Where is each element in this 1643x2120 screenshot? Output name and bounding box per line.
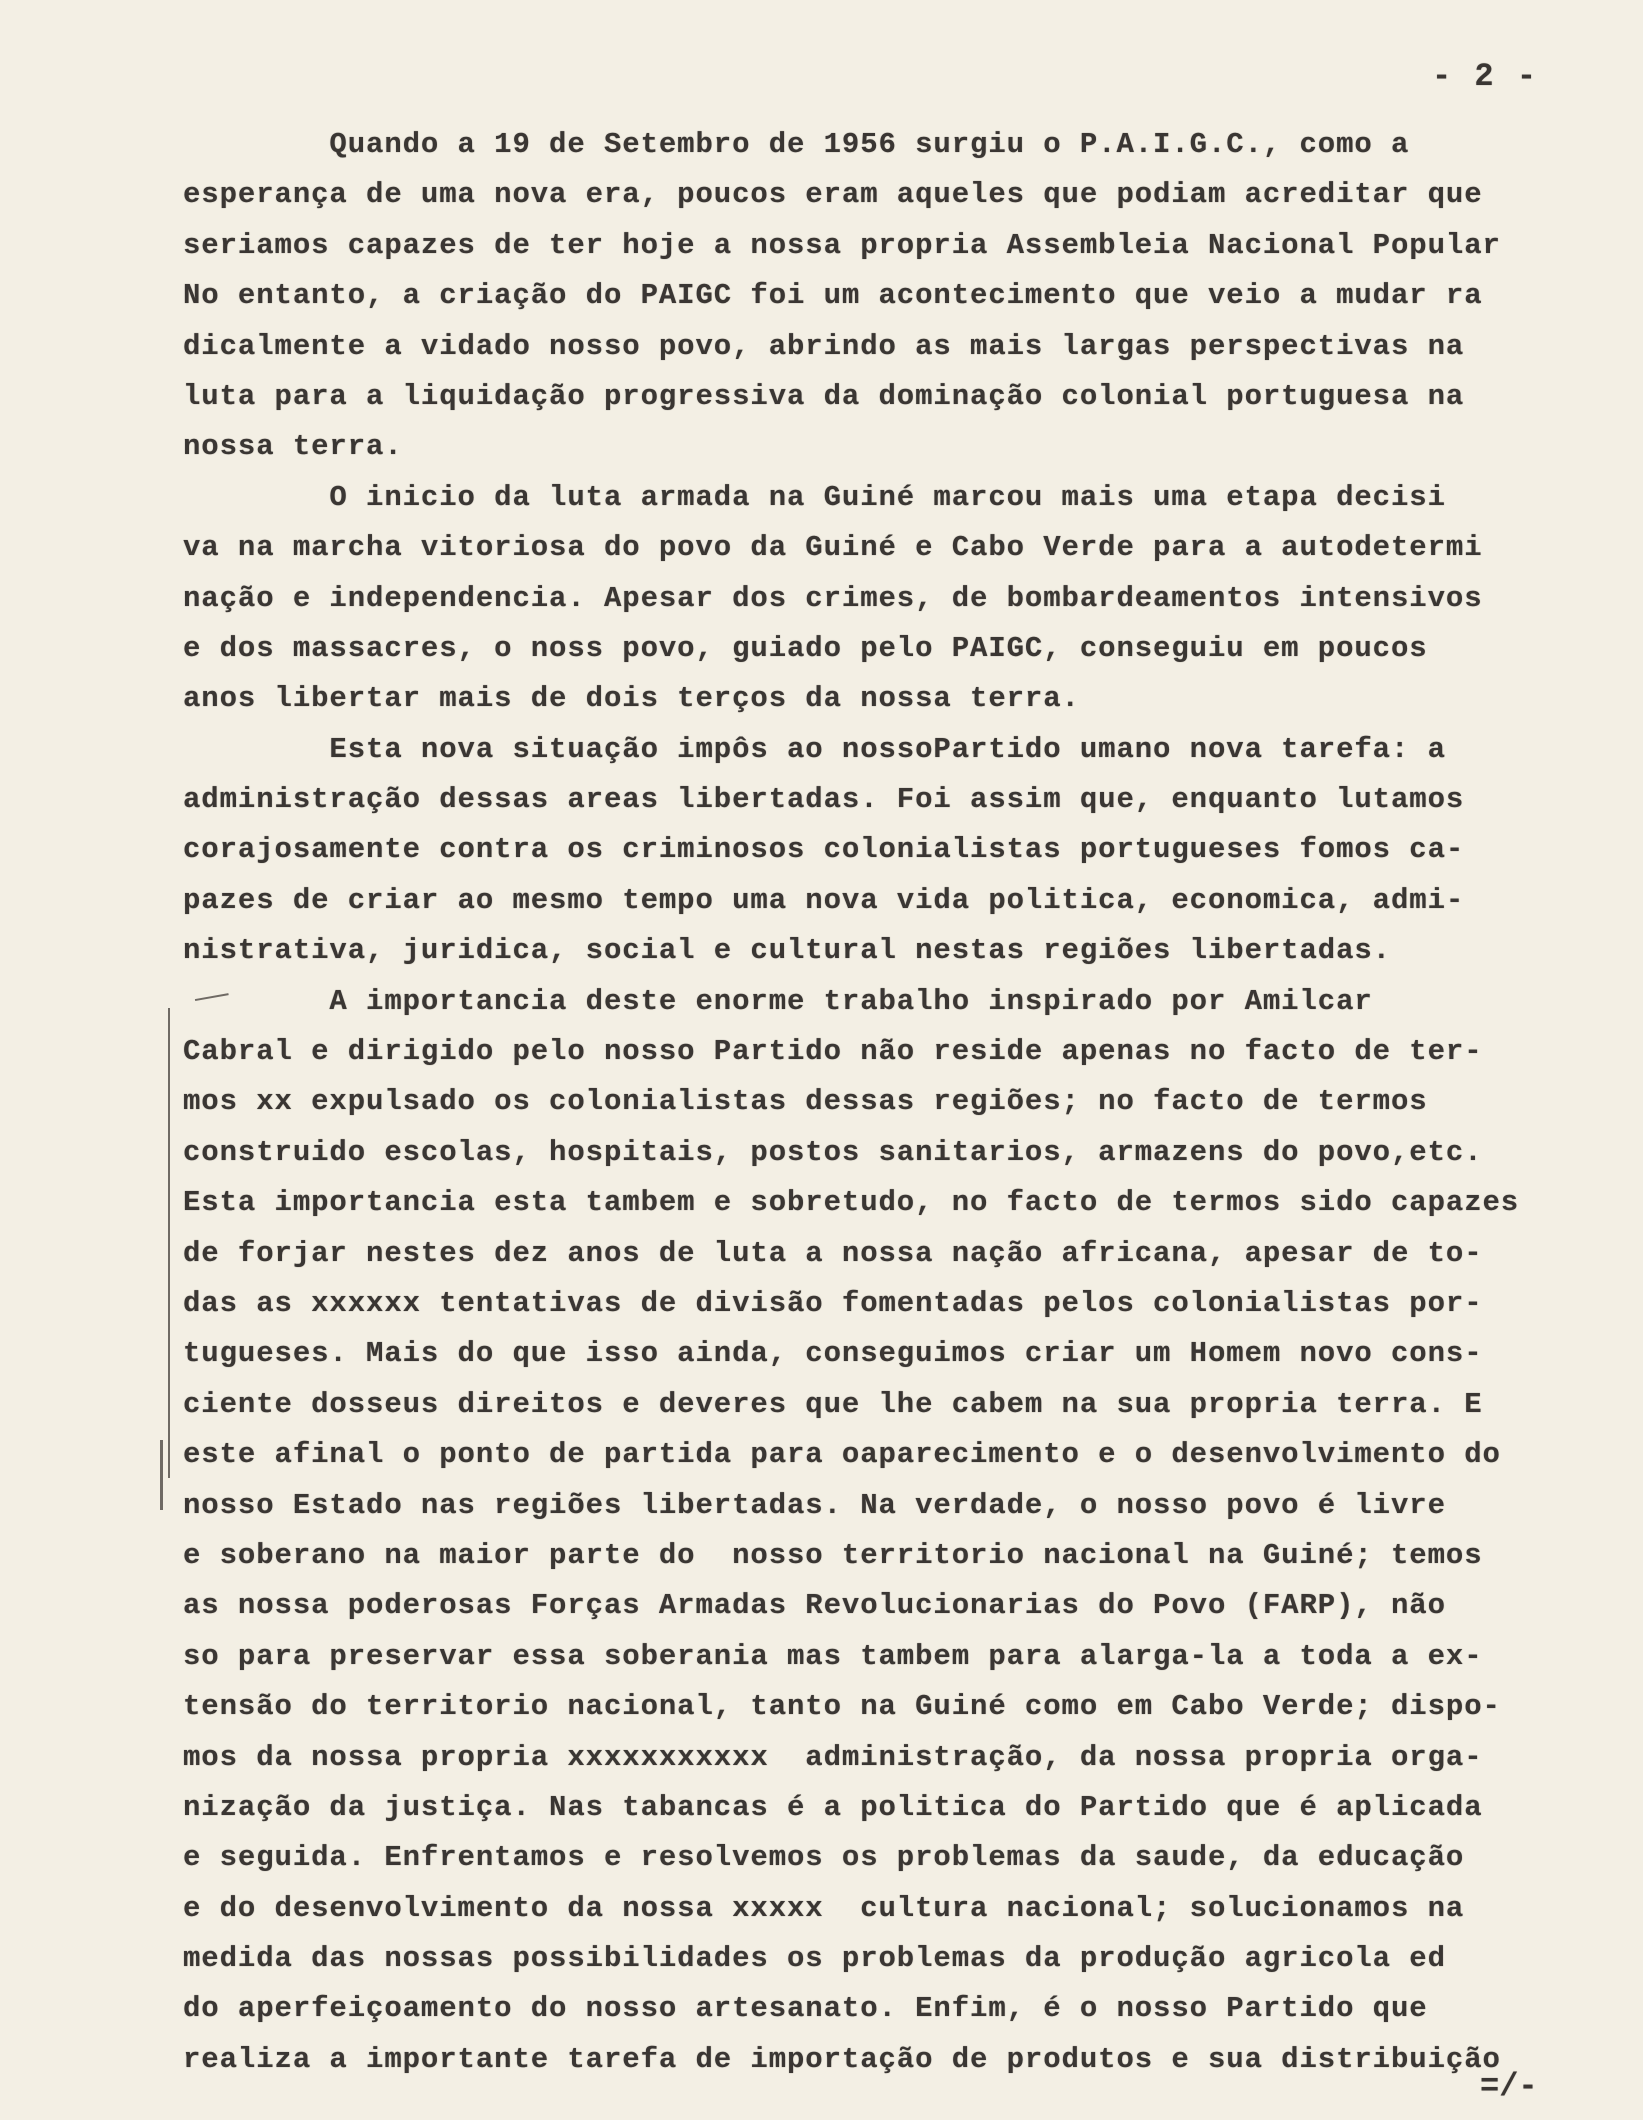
body-text [183,120,1638,2085]
text-line: as nossa poderosas Forças Armadas Revolucionarias do Povo (FARP), não [183,1589,1446,1623]
margin-line-mark [160,1440,163,1510]
text-line: anos libertar mais de dois terços da nossa terra. [183,682,1080,716]
text-line: nização da justiça. Nas tabancas é a politica do Partido que é aplicada [183,1790,1483,1824]
text-line: nistrativa, juridica, social e cultural nestas regiões libertadas. [183,934,1391,968]
text-line: e soberano na maior parte do nosso territorio nacional na Guiné; temos [183,1538,1483,1572]
text-line: A importancia deste enorme trabalho inspirado por Amilcar [183,984,1373,1018]
margin-line-mark [168,1008,170,1478]
text-line: va na marcha vitoriosa do povo da Guiné e Cabo Verde para a autodetermi [183,531,1483,565]
text-line: tugueses. Mais do que isso ainda, conseguimos criar um Homem novo cons- [183,1337,1483,1371]
text-line: nosso Estado nas regiões libertadas. Na verdade, o nosso povo é livre [183,1488,1446,1522]
text-line: nossa terra. [183,430,403,464]
text-line: tensão do territorio nacional, tanto na Guiné como em Cabo Verde; dispo- [183,1690,1501,1724]
text-line: e seguida. Enfrentamos e resolvemos os problemas da saude, da educação [183,1841,1465,1875]
text-line: administração dessas areas libertadas. Foi assim que, enquanto lutamos [183,783,1465,817]
text-line: do aperfeiçoamento do nosso artesanato. Enfim, é o nosso Partido que [183,1992,1428,2026]
text-line: e do desenvolvimento da nossa xxxxx cultura nacional; solucionamos na [183,1891,1465,1925]
text-line: Esta importancia esta tambem e sobretudo, no facto de termos sido capazes [183,1186,1520,1220]
text-line: mos xx expulsado os colonialistas dessas regiões; no facto de termos [183,1085,1428,1119]
text-line: medida das nossas possibilidades os problemas da produção agricola ed [183,1942,1446,1976]
text-line: realiza a importante tarefa de importação de produtos e sua distribuição [183,2042,1501,2076]
text-line: Quando a 19 de Setembro de 1956 surgiu o P.A.I.G.C., como a [183,128,1410,161]
text-line: pazes de criar ao mesmo tempo uma nova vida politica, economica, admi- [183,883,1465,917]
text-line: mos da nossa propria xxxxxxxxxxx administração, da nossa propria orga- [183,1740,1483,1774]
continuation-mark: =/- [1480,2068,1538,2105]
text-line: e dos massacres, o noss povo, guiado pelo PAIGC, conseguiu em poucos [183,631,1428,665]
text-line: luta para a liquidação progressiva da dominação colonial portuguesa na [183,379,1465,413]
text-line: Cabral e dirigido pelo nosso Partido não reside apenas no facto de ter- [183,1035,1483,1069]
text-line: corajosamente contra os criminosos colonialistas portugueses fomos ca- [183,833,1465,867]
text-line: so para preservar essa soberania mas tambem para alarga-la a toda a ex- [183,1639,1483,1673]
text-line: das as xxxxxx tentativas de divisão fomentadas pelos colonialistas por- [183,1286,1483,1320]
text-line: No entanto, a criação do PAIGC foi um acontecimento que veio a mudar ra [183,279,1483,313]
text-line: ciente dosseus direitos e deveres que lhe cabem na sua propria terra. E [183,1387,1483,1421]
text-line: Esta nova situação impôs ao nossoPartido umano nova tarefa: a [183,732,1446,766]
page-number: - 2 - [1432,58,1539,95]
text-line: nação e independencia. Apesar dos crimes, de bombardeamentos intensivos [183,581,1483,615]
text-line: este afinal o ponto de partida para oaparecimento e o desenvolvimento do [183,1438,1501,1472]
text-line: construido escolas, hospitais, postos sanitarios, armazens do povo,etc. [183,1135,1483,1169]
text-line: de forjar nestes dez anos de luta a nossa nação africana, apesar de to- [183,1236,1483,1270]
text-line: dicalmente a vidado nosso povo, abrindo as mais largas perspectivas na [183,329,1465,363]
text-line: O inicio da luta armada na Guiné marcou mais uma etapa decisi [183,480,1446,514]
text-line: seriamos capazes de ter hoje a nossa propria Assembleia Nacional Popular [183,228,1501,262]
text-line: esperança de uma nova era, poucos eram aqueles que podiam acreditar que [183,178,1483,212]
